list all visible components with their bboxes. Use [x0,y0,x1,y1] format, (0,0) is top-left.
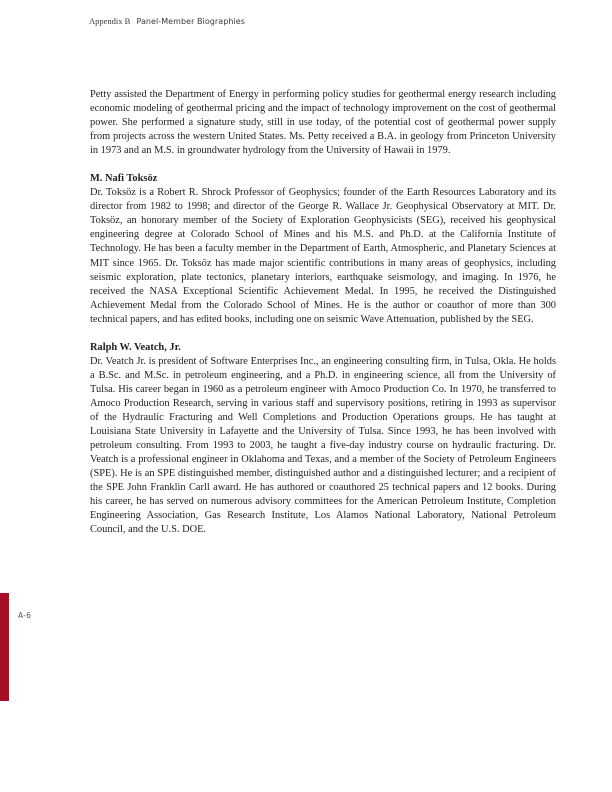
section-title: Panel-Member Biographies [136,17,245,26]
bio-text: Dr. Toksöz is a Robert R. Shrock Professor of Geophysics; founder of the Earth Resources Laboratory and its director from 1982 to 1998; and director of the George R. Wallace Jr. Geophysical Observatory at MIT. Dr. Toksöz, an honorary member of the Society of Exploration Geophysicists (SEG), received his geophysical engineering degree at Colorado School of Mines and his M.S. and Ph.D. at the California Institute of Technology. He has been a faculty member in the Department of Earth, Atmospheric, and Planetary Sciences at MIT since 1965. Dr. Toksöz has made major scientific contributions in many areas of geophysics, including seismic exploration, plate tectonics, planetary interiors, earthquake seismology, and imaging. In 1976, he received the NASA Exceptional Scientific Achievement Medal. In 1995, he received the Distinguished Achievement Medal from the Colorado School of Mines. He is the author or coauthor of more than 300 technical papers, and has edited books, including one on seismic Wave Attenuation, published by the SEG. [90,187,556,325]
bio-toksoz [90,172,556,327]
running-header [89,16,245,26]
bio-text: Dr. Veatch Jr. is president of Software Enterprises Inc., an engineering consulting firm, in Tulsa, Okla. He holds a B.Sc. and M.Sc. in petroleum engineering, and a Ph.D. in engineering science, all from the University of Tulsa. His career began in 1960 as a petroleum engineer with Amoco Production Co. In 1970, he transferred to Amoco Production Research, serving in various staff and supervisory positions, retiring in 1993 as supervisor of the Hydraulic Fracturing and Well Completions and Production Operations groups. He has taught at Louisiana State University in Lafayette and the University of Tulsa. Since 1993, he has been involved with petroleum consulting. From 1993 to 2003, he taught a five-day industry course on hydraulic fracturing. Dr. Veatch is a professional engineer in Oklahoma and Texas, and a member of the Society of Petroleum Engineers (SPE). He is an SPE distinguished member, distinguished author and a distinguished lecturer; and a recipient of the SPE John Franklin Carll award. He has authored or coauthored 25 technical papers and 12 books. During his career, he has served on numerous advisory committees for the American Petroleum Institute, Completion Engineering Association, Gas Research Institute, Los Alamos National Laboratory, National Petroleum Council, and the U.S. DOE. [90,355,556,536]
bio-veatch [90,341,556,538]
bio-name: Ralph W. Veatch, Jr. [90,341,181,353]
bio-name: M. Nafi Toksöz [90,173,158,185]
intro-paragraph: Petty assisted the Department of Energy in performing policy studies for geothermal energy research including economic modeling of geothermal pricing and the impact of technology improvement on the cost of geothermal power. She performed a signature study, still in use today, of the potential cost of geothermal power supply from projects across the western United States. Ms. Petty received a B.A. in geology from Princeton University in 1973 and an M.S. in groundwater hydrology from the University of Hawaii in 1979. [90,89,556,157]
page-edge-tab [0,593,9,701]
appendix-label: Appendix B [89,16,131,26]
page-body [90,88,556,537]
page-number: A-6 [18,611,32,620]
